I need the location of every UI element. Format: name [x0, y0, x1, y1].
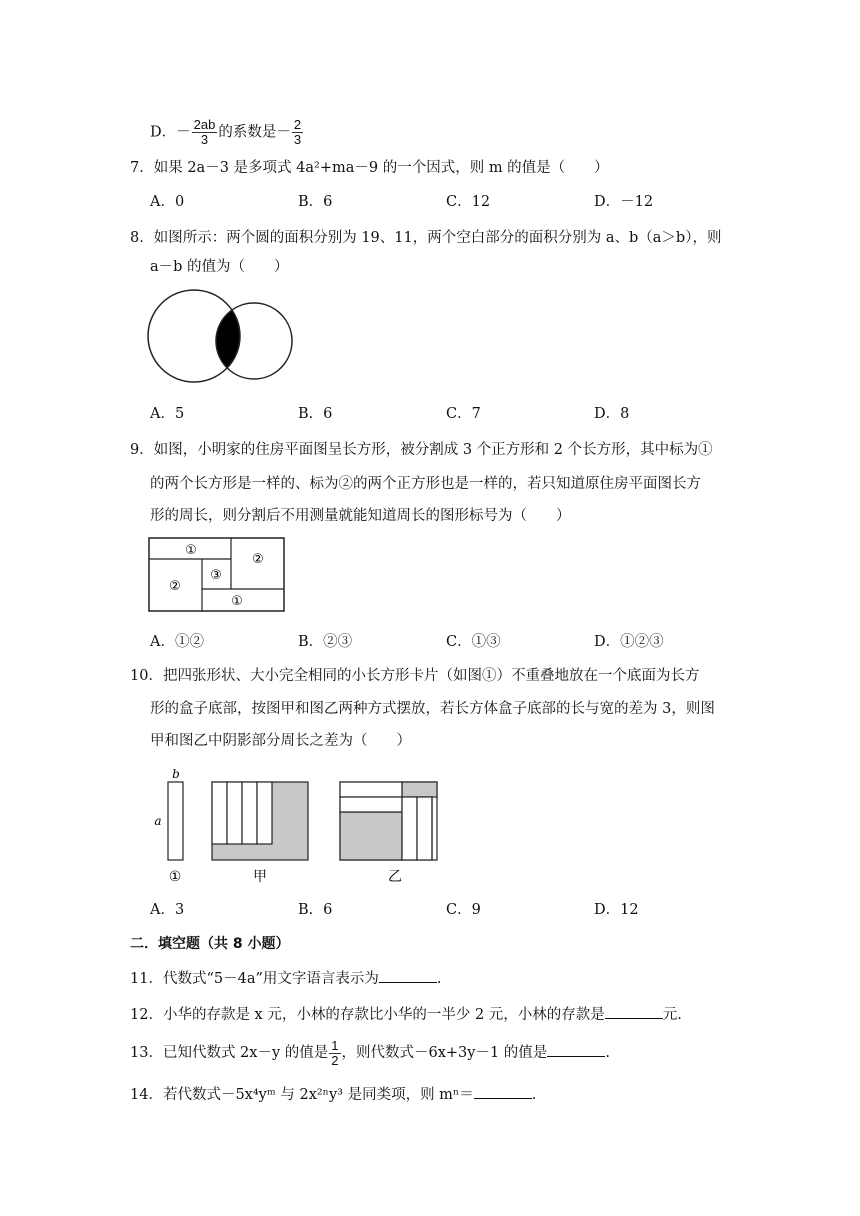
q8-option-b[interactable]: B．6: [298, 406, 333, 422]
q7-option-a[interactable]: A．0: [150, 194, 185, 210]
fraction: $\frac{2}{3}$: [293, 117, 302, 147]
q7-option-b[interactable]: B．6: [298, 194, 333, 210]
q7-option-c[interactable]: C．12: [446, 194, 491, 210]
q9-line2: 的两个长方形是一样的、标为②的两个正方形也是一样的，若只知道原住房平面图长方: [150, 476, 701, 492]
q10-line1: 10．把四张形状、大小完全相同的小长方形卡片（如图①）不重叠地放在一个底面为长方: [130, 668, 700, 684]
label-2-left: ②: [169, 579, 181, 594]
q9-option-b[interactable]: B．②③: [298, 634, 353, 650]
label-figure-1: ①: [168, 869, 182, 885]
floor-plan-figure: [148, 537, 286, 613]
label-b: b: [172, 767, 180, 781]
label-a: a: [154, 814, 162, 828]
q9-line3: 形的周长，则分割后不用测量就能知道周长的图形标号为（ ）: [150, 508, 571, 524]
section-heading: 二．填空题（共 8 小题）: [130, 936, 290, 952]
two-circles-figure: [146, 288, 298, 388]
label-2-right: ②: [252, 552, 264, 567]
q10-option-d[interactable]: D．12: [594, 902, 639, 918]
answer-blank[interactable]: [605, 1004, 663, 1019]
label-yi: 乙: [388, 869, 402, 885]
q8-option-a[interactable]: A．5: [150, 406, 185, 422]
q10-line2: 形的盒子底部，按图甲和图乙两种方式摆放，若长方体盒子底部的长与宽的差为 3，则图: [150, 701, 715, 717]
answer-blank[interactable]: [547, 1042, 605, 1057]
q7-text: 7．如果 2a－3 是多项式 4a²+ma－9 的一个因式，则 m 的值是（ ）: [130, 160, 609, 176]
answer-blank[interactable]: [474, 1084, 532, 1099]
q10-option-c[interactable]: C．9: [446, 902, 481, 918]
q9-line1: 9．如图，小明家的住房平面图呈长方形，被分割成 3 个正方形和 2 个长方形，其中标为①: [130, 442, 713, 458]
q8-line2: a－b 的值为（ ）: [150, 259, 289, 275]
q7-option-d[interactable]: D．－12: [594, 194, 654, 210]
q6-option-d: D．－ $\frac{2ab}{3}$ 的系数是－ $\frac{2}{3}$: [150, 117, 302, 147]
label-3: ③: [210, 568, 222, 583]
q12: 12．小华的存款是 x 元，小林的存款比小华的一半少 2 元，小林的存款是 元.: [130, 1004, 682, 1025]
q8-line1: 8．如图所示：两个圆的面积分别为 19、11，两个空白部分的面积分别为 a、b（a＞b），则: [130, 230, 722, 246]
q8-option-c[interactable]: C．7: [446, 406, 481, 422]
answer-blank[interactable]: [379, 968, 437, 983]
q8-option-d[interactable]: D．8: [594, 406, 630, 422]
fraction: $\frac{2ab}{3}$: [193, 117, 216, 147]
q9-option-a[interactable]: A．①②: [150, 634, 204, 650]
label-1-bottom: ①: [231, 594, 243, 609]
q9-option-c[interactable]: C．①③: [446, 634, 501, 650]
single-card: [168, 782, 183, 860]
q10-option-b[interactable]: B．6: [298, 902, 333, 918]
card-arrangement-figure: [146, 760, 446, 888]
q13: 13．已知代数式 2x－y 的值是 $\frac{1}{2}$ ，则代数式－6x+3y－1 的值是 .: [130, 1037, 610, 1068]
q10-line3: 甲和图乙中阴影部分周长之差为（ ）: [150, 733, 411, 749]
q10-option-a[interactable]: A．3: [150, 902, 185, 918]
q11: 11．代数式“5－4a”用文字语言表示为 .: [130, 968, 441, 989]
label-1-top: ①: [185, 543, 197, 558]
q9-option-d[interactable]: D．①②③: [594, 634, 664, 650]
label-jia: 甲: [253, 869, 267, 885]
fraction: $\frac{1}{2}$: [331, 1037, 339, 1068]
q14: 14．若代数式－5x⁴yᵐ 与 2x²ⁿy³ 是同类项，则 mⁿ＝ .: [130, 1084, 536, 1105]
